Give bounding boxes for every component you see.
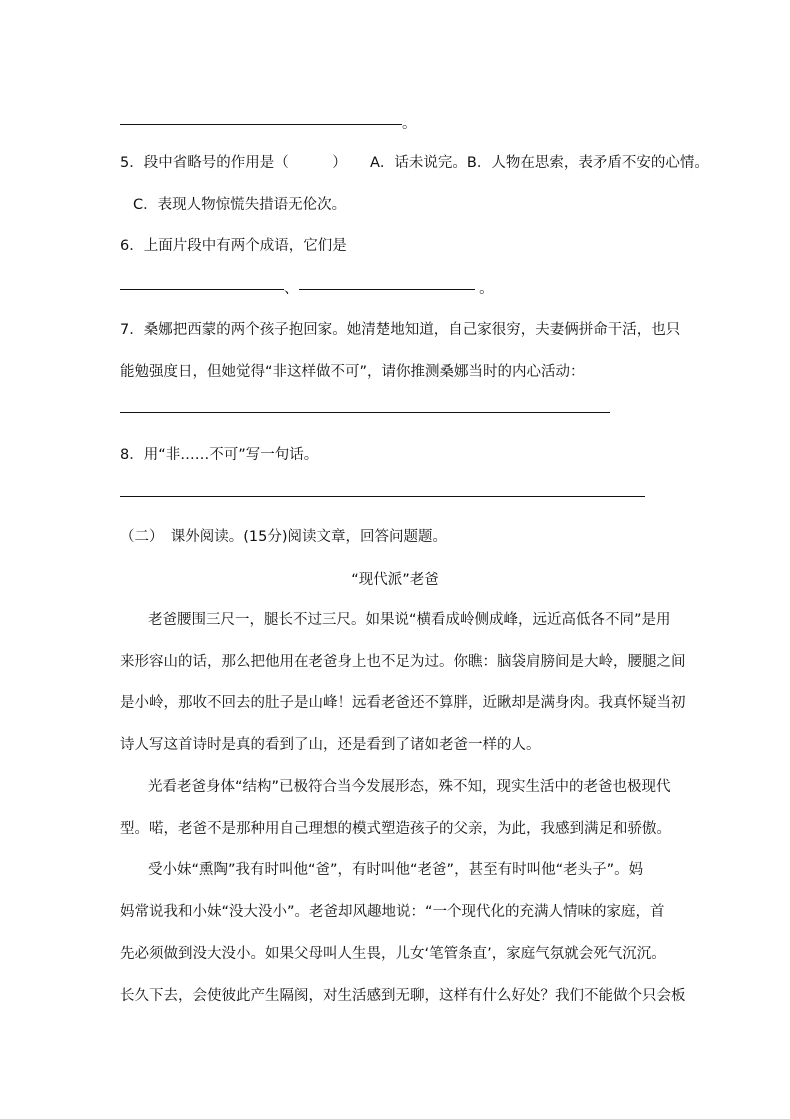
q8-question: 8．用“非……不可”写一句话。 xyxy=(120,447,319,463)
q5-question: 5．段中省略号的作用是（ ） xyxy=(120,155,347,171)
q5-option-c: C．表现人物惊慌失措语无伦次。 xyxy=(133,197,347,213)
article-line: 受小妹“熏陶”我有时叫他“爸”，有时叫他“老爸”，甚至有时叫他“老头子”。妈 xyxy=(148,862,644,878)
answer-blank-2[interactable] xyxy=(299,288,475,290)
section2-heading: （二） 课外阅读。(15分)阅读文章，回答问题题。 xyxy=(120,529,448,545)
article-line: 来形容山的话，那么把他用在老爸身上也不足为过。你瞧：脑袋肩膀间是大岭，腰腿之间 xyxy=(120,654,686,670)
article-line: 妈常说我和小妹“没大没小”。老爸却风趣地说：“一个现代化的充满人情味的家庭，首 xyxy=(120,904,665,920)
q6-separator: 、 xyxy=(284,281,299,297)
q7-line-2: 能勉强度日，但她觉得“非这样做不可”，请你推测桑娜当时的内心活动： xyxy=(120,364,585,380)
article-line: 光看老爸身体“结构”已极符合当今发展形态，殊不知，现实生活中的老爸也极现代 xyxy=(148,779,671,795)
article-line: 型。喏，老爸不是那种用自己理想的模式塑造孩子的父亲，为此，我感到满足和骄傲。 xyxy=(120,821,671,837)
article-line: 是小岭，那收不回去的肚子是山峰！远看老爸还不算胖，近瞅却是满身肉。我真怀疑当初 xyxy=(120,695,686,711)
answer-blank[interactable] xyxy=(120,495,645,497)
answer-blank[interactable] xyxy=(120,411,610,413)
article-line: 长久下去，会使彼此产生隔阂，对生活感到无聊，这样有什么好处？我们不能做个只会板 xyxy=(120,988,686,1004)
article-line: 诗人写这首诗时是真的看到了山，还是看到了诸如老爸一样的人。 xyxy=(120,737,541,753)
q6-question: 6．上面片段中有两个成语，它们是 xyxy=(120,238,347,254)
article-line: 先必须做到没大没小。如果父母叫人生畏，儿女‘笔管条直’，家庭气氛就会死气沉沉。 xyxy=(120,946,666,962)
q5-question-line xyxy=(120,151,709,172)
article-line: 老爸腰围三尺一，腿长不过三尺。如果说“横看成岭侧成峰，远近高低各不同”是用 xyxy=(148,612,671,628)
q4-answer-line xyxy=(120,112,417,133)
q5-option-a: A．话未说完。 xyxy=(369,155,467,171)
article-title: “现代派”老爸 xyxy=(351,572,439,588)
q4-end-punct: 。 xyxy=(402,116,417,132)
answer-blank-1[interactable] xyxy=(120,288,284,290)
q7-answer-line xyxy=(120,404,610,420)
answer-blank[interactable] xyxy=(120,123,402,125)
q8-answer-line xyxy=(120,488,645,504)
q7-line-1: 7．桑娜把西蒙的两个孩子抱回家。她清楚地知道，自己家很穷，夫妻俩拼命干活，也只 xyxy=(120,322,681,338)
q6-end-punct: 。 xyxy=(479,281,494,297)
q5-option-b: B．人物在思索，表矛盾不安的心情。 xyxy=(466,155,709,171)
q6-answer-line xyxy=(120,277,494,298)
